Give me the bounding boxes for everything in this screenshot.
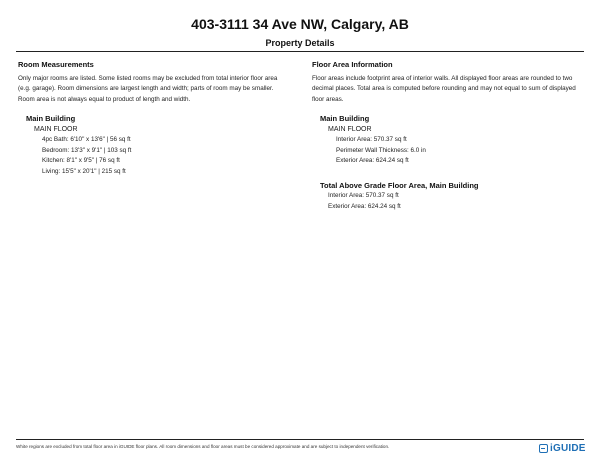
- page-title: 403-3111 34 Ave NW, Calgary, AB: [191, 16, 409, 32]
- total-area-line: Interior Area: 570.37 sq ft: [328, 192, 399, 199]
- room-note-line: (e.g. garage). Room dimensions are largest length and width; parts of room may be smaller.: [18, 85, 274, 92]
- room-measurements-heading: Room Measurements: [18, 60, 94, 69]
- floor-note-line: Floor areas include footprint area of interior walls. All displayed floor areas are rounded to two: [312, 74, 573, 82]
- room-line: Bedroom: 13'3" x 9'1" | 103 sq ft: [42, 146, 132, 154]
- iguide-logo-text: iGUIDE: [550, 442, 586, 454]
- floor-floor-label: MAIN FLOOR: [328, 125, 372, 133]
- iguide-logo-icon: [539, 444, 548, 453]
- bottom-divider: [16, 439, 584, 440]
- room-note-line: Only major rooms are listed. Some listed rooms may be excluded from total interior floor area: [18, 74, 278, 82]
- total-area-line: Exterior Area: 624.24 sq ft: [328, 202, 401, 210]
- floor-area-heading: Floor Area Information: [312, 60, 393, 69]
- room-floor-label: MAIN FLOOR: [34, 125, 78, 133]
- floor-note-line: floor areas.: [312, 95, 344, 103]
- page-subtitle: Property Details: [265, 38, 335, 48]
- room-building-heading: Main Building: [26, 114, 76, 123]
- iguide-logo: [539, 441, 586, 455]
- room-measurements-section: [18, 60, 300, 177]
- floor-area-section: [312, 60, 590, 212]
- room-line: Kitchen: 8'1" x 9'5" | 76 sq ft: [42, 157, 120, 164]
- top-divider: [16, 51, 584, 52]
- footer-note: White regions are excluded from total floor area in iGUIDE floor plans. All room dimensions and floor areas must be considered approximate and are subject to independent verification.: [16, 444, 390, 449]
- room-line: Living: 15'5" x 20'1" | 215 sq ft: [42, 167, 126, 175]
- floor-area-line: Exterior Area: 624.24 sq ft: [336, 157, 409, 164]
- room-line: 4pc Bath: 6'10" x 13'6" | 56 sq ft: [42, 136, 131, 143]
- floor-building-heading: Main Building: [320, 114, 370, 123]
- floor-area-line: Perimeter Wall Thickness: 6.0 in: [336, 146, 426, 154]
- room-note-line: Room area is not always equal to product of length and width.: [18, 95, 191, 103]
- total-area-heading: Total Above Grade Floor Area, Main Building: [320, 180, 479, 190]
- floor-area-line: Interior Area: 570.37 sq ft: [336, 136, 407, 143]
- floor-note-line: decimal places. Total area is computed before rounding and may not equal to sum of displayed: [312, 85, 576, 92]
